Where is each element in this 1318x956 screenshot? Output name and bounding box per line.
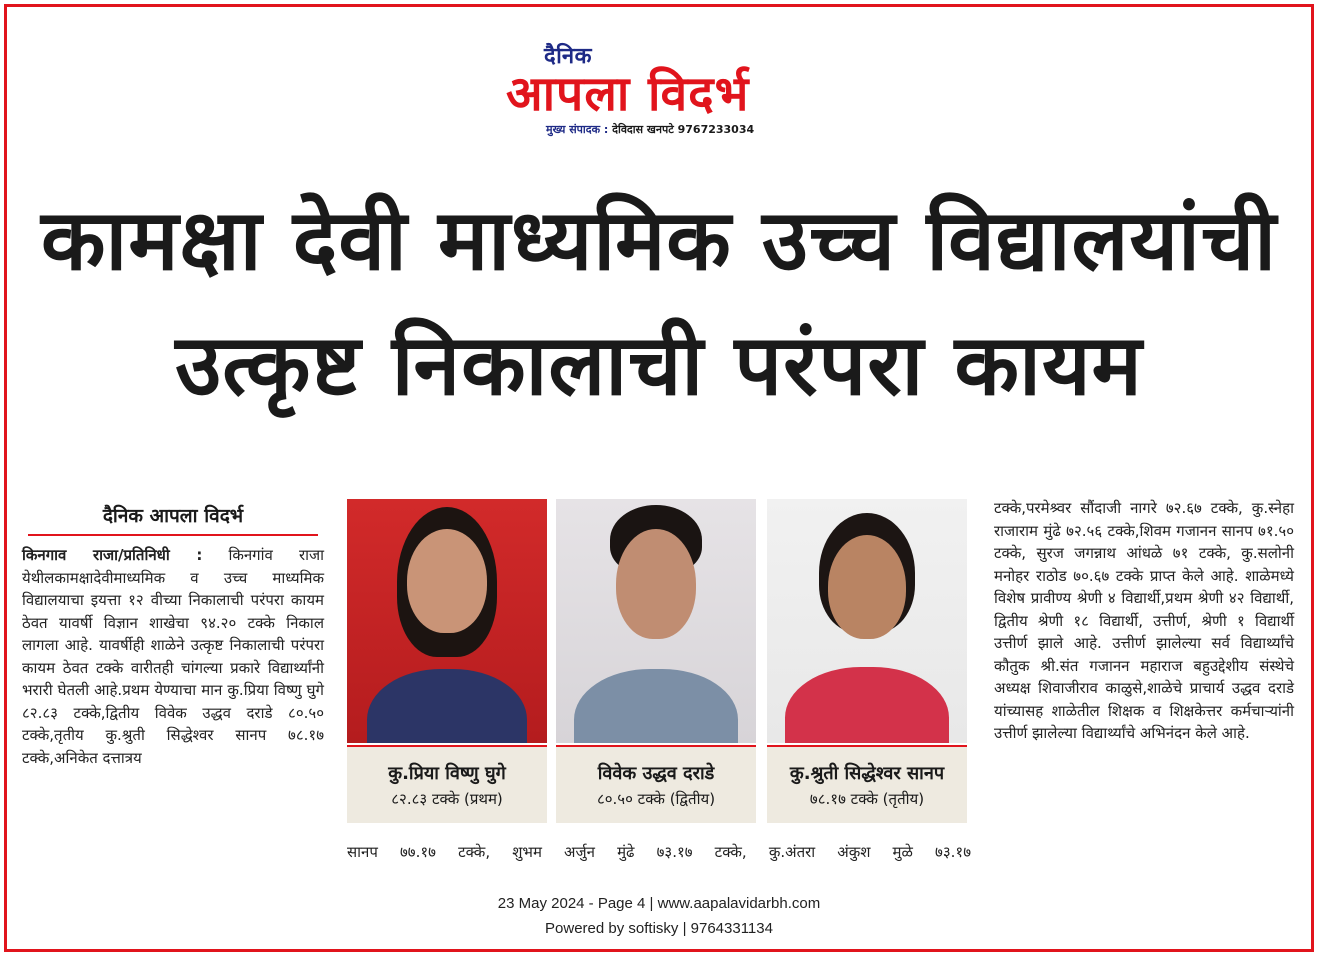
footer-date-page: 23 May 2024 - Page 4 | www.aapalavidarbh.com (497, 895, 821, 912)
left-body-text: किनगांव राजा येथीलकामक्षादेवीमाध्यमिक व उच्च माध्यमिक विद्यालयाचा इयत्ता १२ वीच्या निकालाची परंपरा कायम ठेवत यावर्षी विज्ञान शाखेचा ९४.२० टक्के निकाल लागला आहे. यावर्षीही शाळेने उत्कृष्ट निकालाची परंपरा कायम ठेवत टक्के वारीतही चांगल्या प्रकारे विद्यार्थ्यांनी भरारी घेतली आहे.प्रथम येण्याचा मान कु.प्रिया विष्णु घुगे ८२.८३ टक्के,द्वितीय विवेक उद्धव दराडे ८०.५० टक्के,तृतीय कु.श्रुती सिद्धेश्वर सानप ७८.१७ टक्के,अनिकेत दत्तात्रय (22, 546, 324, 767)
caption-score: ७८.१७ टक्के (तृतीय) (809, 790, 925, 808)
photo-student-1 (347, 499, 547, 743)
masthead-editor (546, 122, 754, 137)
masthead (500, 32, 830, 142)
caption-student-3 (767, 745, 967, 823)
masthead-small-title: दैनिक (544, 44, 592, 69)
caption-student-1 (347, 745, 547, 823)
article-continuation-line: सानप ७७.१७ टक्के, शुभम अर्जुन मुंढे ७३.१७ टक्के, कु.अंतरा अंकुश मुळे ७३.१७ (347, 843, 971, 861)
article-body-right: टक्के,परमेश्र्वर सौंदाजी नागरे ७२.६७ टक्के, कु.स्नेहा राजाराम मुंढे ७२.५६ टक्के,शिवम गजानन सानप ७१.५० टक्के, सुरज जगन्नाथ आंधळे ७१ टक्के, कु.सलोनी मनोहर राठोड ७०.६७ टक्के प्राप्त केले आहे. शाळेमध्ये विशेष प्रावीण्य श्रेणी ४ विद्यार्थी,प्रथम श्रेणी ४२ विद्यार्थी, द्वितीय श्रेणी १८ विद्यार्थी, उत्तीर्ण, श्रेणी १ विद्यार्थी उत्तीर्ण झाले आहे. उत्तीर्ण झालेल्या सर्व विद्यार्थ्यांचे कौतुक श्री.संत गजानन महाराज बहुउद्देशीय संस्थेचे अध्यक्ष शिवाजीराव काळुसे,शाळेचे प्राचार्य उद्धव दराडे यांच्यासह शाळेतील शिक्षक व शिक्षकेत्तर कर्मचाऱ्यांनी उत्तीर्ण झालेल्या विद्यार्थ्यांचे अभिनंदन केले आहे. (994, 499, 1294, 742)
headline-line-1: कामक्षा देवी माध्यमिक उच्च विद्यालयांची (40, 191, 1278, 289)
left-column (22, 498, 324, 769)
caption-score: ८०.५० टक्के (द्वितीय) (596, 790, 716, 808)
photo-student-3 (767, 499, 967, 743)
masthead-title: आपला विदर्भ (506, 66, 750, 122)
editor-label: मुख्य संपादक : (546, 123, 609, 136)
footer-powered-by: Powered by softisky | 9764331134 (545, 920, 773, 937)
dateline: किनगाव राजा/प्रतिनिधी : (22, 546, 203, 564)
editor-value: देविदास खनपटे 9767233034 (612, 123, 755, 136)
article-body-left (22, 544, 324, 769)
byline: दैनिक आपला विदर्भ (28, 498, 318, 536)
caption-student-2 (556, 745, 756, 823)
caption-name: कु.प्रिया विष्णु घुगे (388, 763, 506, 784)
headline-line-2: उत्कृष्ट निकालाची परंपरा कायम (175, 316, 1143, 414)
photo-student-2 (556, 499, 756, 743)
caption-name: कु.श्रुती सिद्धेश्वर सानप (789, 763, 945, 784)
caption-name: विवेक उद्धव दराडे (597, 763, 715, 784)
caption-score: ८२.८३ टक्के (प्रथम) (391, 790, 503, 808)
